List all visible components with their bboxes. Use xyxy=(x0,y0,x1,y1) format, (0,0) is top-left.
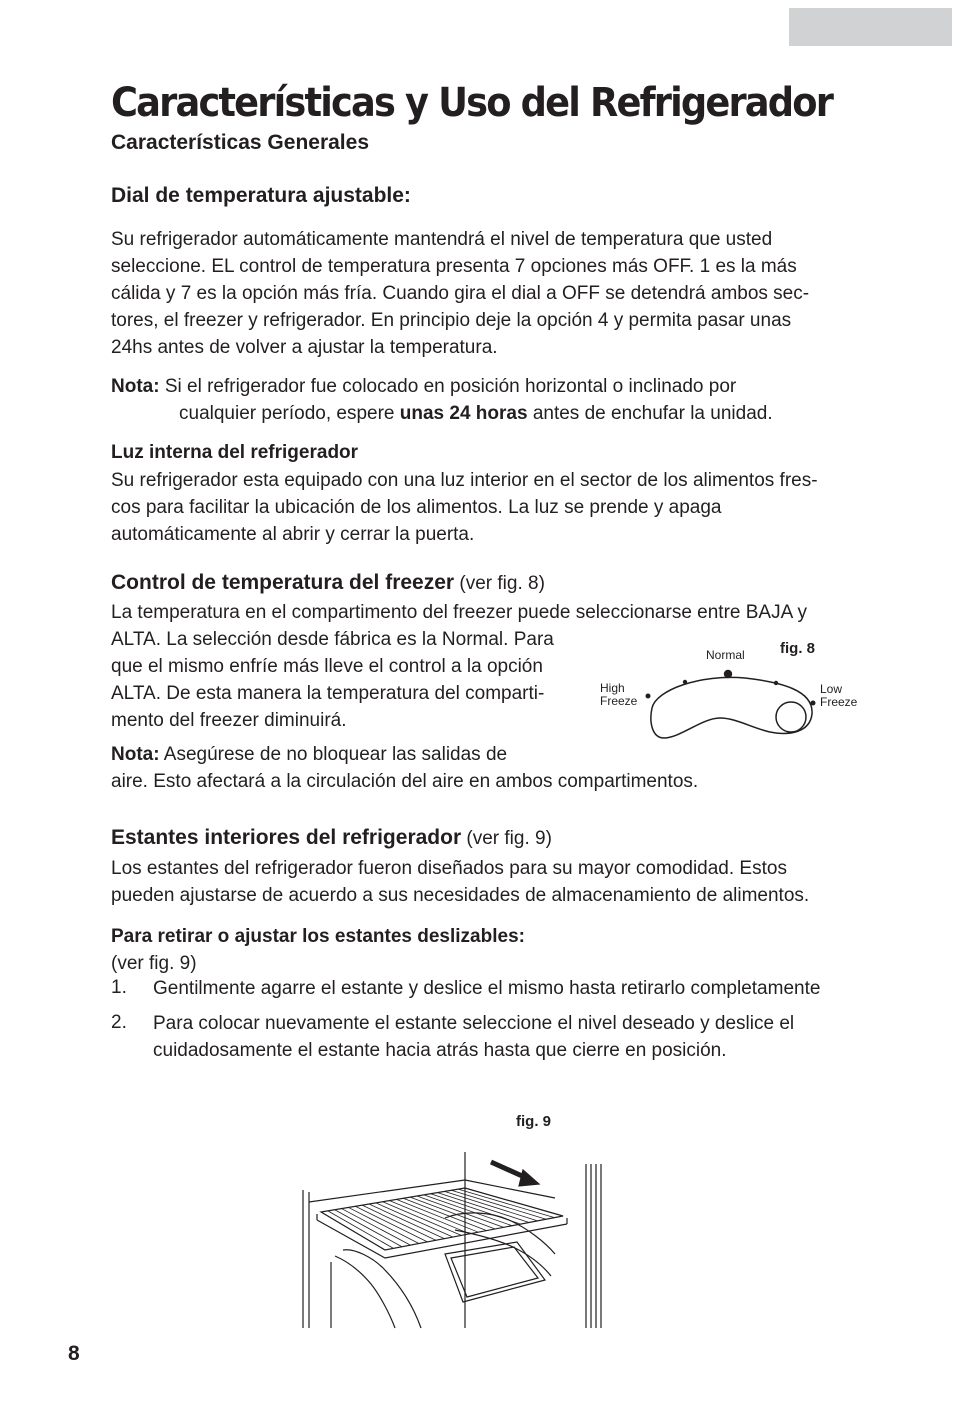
freezer-line: ALTA. La selección desde fábrica es la Normal. Para xyxy=(111,629,554,650)
freezer-heading xyxy=(111,571,545,595)
dial-line: 24hs antes de volver a ajustar la temperatura. xyxy=(111,337,498,358)
note-1-text: Si el refrigerador fue colocado en posición horizontal o inclinado por xyxy=(159,376,737,397)
dial-line: tores, el freezer y refrigerador. En principio deje la opción 4 y permita pasar unas xyxy=(111,310,792,331)
shelf-wire xyxy=(321,1212,385,1250)
step-text xyxy=(153,1010,873,1064)
note-label: Nota: xyxy=(111,744,160,765)
step-line: Gentilmente agarre el estante y deslice el mismo hasta retirarlo completamente xyxy=(153,978,821,999)
note-1-emphasis: unas 24 horas xyxy=(399,403,528,424)
dial-paragraph xyxy=(111,226,871,361)
note-2 xyxy=(111,741,871,795)
freezer-line: que el mismo enfríe más lleve el control a la opción xyxy=(111,656,543,677)
light-paragraph xyxy=(111,467,871,548)
shelf-wires xyxy=(321,1188,563,1250)
light-line: Su refrigerador esta equipado con una luz interior en el sector de los alimentos fres- xyxy=(111,470,818,491)
note-2-text: Asegúrese de no bloquear las salidas de xyxy=(159,744,508,765)
freezer-line: La temperatura en el compartimento del freezer puede seleccionarse entre BAJA y xyxy=(111,602,807,623)
shelves-heading xyxy=(111,826,552,850)
shelf-wire xyxy=(417,1196,504,1227)
page-tab-marker xyxy=(789,8,952,46)
light-line: automáticamente al abrir y cerrar la puerta. xyxy=(111,524,475,545)
note-1-text-3: antes de enchufar la unidad. xyxy=(527,403,773,424)
shelf-wire xyxy=(424,1195,512,1226)
fig-8-low-line: Freeze xyxy=(820,695,858,709)
shelf-wire xyxy=(465,1188,563,1216)
dial-line: cálida y 7 es la opción más fría. Cuando gira el dial a OFF se detendrá ambos sec- xyxy=(111,283,810,304)
shelf-removal-illustration xyxy=(295,1150,615,1330)
fig-8-high-line: Freeze xyxy=(600,694,638,708)
dial-heading: Dial de temperatura ajustable: xyxy=(111,184,411,207)
freezer-fig-ref: (ver fig. 8) xyxy=(454,573,545,594)
light-heading: Luz interna del refrigerador xyxy=(111,442,359,463)
fig-8-normal-label: Normal xyxy=(706,648,745,662)
shelf-wire xyxy=(383,1202,462,1236)
remove-fig-ref: (ver fig. 9) xyxy=(111,953,197,974)
fig-8-label: fig. 8 xyxy=(780,640,816,657)
shelf-wire xyxy=(431,1194,521,1224)
shelves-fig-ref: (ver fig. 9) xyxy=(461,828,552,849)
fig-9-label: fig. 9 xyxy=(516,1113,552,1130)
shelves-line: pueden ajustarse de acuerdo a sus necesidades de almacenamiento de alimentos. xyxy=(111,885,810,906)
remove-heading: Para retirar o ajustar los estantes deslizables: xyxy=(111,926,525,947)
freezer-heading-text: Control de temperatura del freezer xyxy=(111,571,455,594)
step-number: 2. xyxy=(111,1012,127,1033)
shelf-wire xyxy=(438,1193,530,1223)
dial-line: Su refrigerador automáticamente mantendrá el nivel de temperatura que usted xyxy=(111,229,773,250)
fig-8-low-line: Low xyxy=(820,682,843,696)
shelf-wire xyxy=(369,1204,444,1239)
freezer-line: ALTA. De esta manera la temperatura del comparti- xyxy=(111,683,545,704)
section-subtitle: Características Generales xyxy=(111,131,369,154)
shelf-wire xyxy=(376,1203,453,1237)
shelves-line: Los estantes del refrigerador fueron diseñados para su mayor comodidad. Estos xyxy=(111,858,787,879)
note-label: Nota: xyxy=(111,376,160,397)
fig-8-low-label xyxy=(820,683,857,709)
note-1 xyxy=(111,373,871,427)
fig-8-high-line: High xyxy=(600,681,625,695)
light-line: cos para facilitar la ubicación de los alimentos. La luz se prende y apaga xyxy=(111,497,722,518)
step-line: Para colocar nuevamente el estante seleccione el nivel deseado y deslice el xyxy=(153,1013,795,1034)
note-2-text-2: aire. Esto afectará a la circulación del aire en ambos compartimentos. xyxy=(111,771,699,792)
page-number: 8 xyxy=(68,1342,80,1365)
step-line: cuidadosamente el estante hacia atrás hasta que cierre en posición. xyxy=(153,1040,727,1061)
shelves-paragraph xyxy=(111,855,871,909)
note-1-text-2: cualquier período, espere xyxy=(179,403,400,424)
fig-8-high-label xyxy=(600,682,637,708)
shelves-heading-text: Estantes interiores del refrigerador xyxy=(111,826,462,849)
shelf-wire xyxy=(335,1210,402,1247)
freezer-control-dial-illustration xyxy=(640,660,820,750)
shelf-wire xyxy=(328,1211,394,1249)
dial-line: seleccione. EL control de temperatura presenta 7 opciones más OFF. 1 es la más xyxy=(111,256,797,277)
freezer-line: mento del freezer diminuirá. xyxy=(111,710,347,731)
step-number: 1. xyxy=(111,977,127,998)
page-title: Características y Uso del Refrigerador xyxy=(111,80,833,126)
step-text xyxy=(153,975,873,1002)
